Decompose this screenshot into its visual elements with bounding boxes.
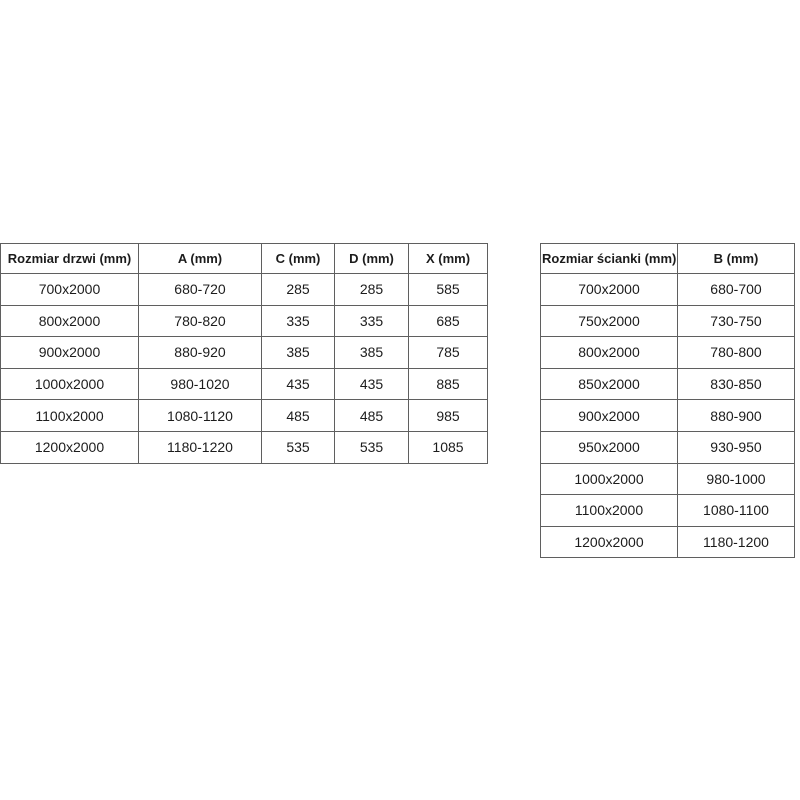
table-cell: 1180-1220 <box>139 431 262 463</box>
table-cell: 785 <box>409 337 488 369</box>
table-cell: 1200x2000 <box>1 431 139 463</box>
table-cell: 930-950 <box>678 431 795 463</box>
table-cell: 780-820 <box>139 305 262 337</box>
table-row <box>1 305 488 337</box>
table-cell: 1000x2000 <box>541 463 678 495</box>
table-cell: 485 <box>335 400 409 432</box>
table-cell: 900x2000 <box>1 337 139 369</box>
column-header: C (mm) <box>262 244 335 274</box>
table-cell: 1080-1100 <box>678 495 795 527</box>
table-cell: 985 <box>409 400 488 432</box>
table-row <box>1 431 488 463</box>
column-header: X (mm) <box>409 244 488 274</box>
table-cell: 730-750 <box>678 305 795 337</box>
table-row <box>541 495 795 527</box>
table-cell: 900x2000 <box>541 400 678 432</box>
table-cell: 335 <box>335 305 409 337</box>
table-cell: 535 <box>335 431 409 463</box>
table-cell: 750x2000 <box>541 305 678 337</box>
table-cell: 1080-1120 <box>139 400 262 432</box>
table-row <box>541 463 795 495</box>
table-row <box>1 400 488 432</box>
table-cell: 950x2000 <box>541 431 678 463</box>
table-cell: 800x2000 <box>541 337 678 369</box>
table-cell: 980-1000 <box>678 463 795 495</box>
table-row <box>1 337 488 369</box>
table-row <box>541 305 795 337</box>
column-header: Rozmiar drzwi (mm) <box>1 244 139 274</box>
table-row <box>541 431 795 463</box>
table-cell: 1100x2000 <box>1 400 139 432</box>
column-header: Rozmiar ścianki (mm) <box>541 244 678 274</box>
table-cell: 285 <box>335 274 409 306</box>
column-header: A (mm) <box>139 244 262 274</box>
table-cell: 585 <box>409 274 488 306</box>
column-header: D (mm) <box>335 244 409 274</box>
table-cell: 435 <box>262 368 335 400</box>
table-cell: 535 <box>262 431 335 463</box>
table-cell: 700x2000 <box>541 274 678 306</box>
table-row <box>541 400 795 432</box>
table-cell: 880-920 <box>139 337 262 369</box>
table-cell: 1200x2000 <box>541 526 678 558</box>
table-cell: 1100x2000 <box>541 495 678 527</box>
table-cell: 685 <box>409 305 488 337</box>
table-cell: 1180-1200 <box>678 526 795 558</box>
table-row <box>541 526 795 558</box>
table-row <box>541 368 795 400</box>
table-cell: 800x2000 <box>1 305 139 337</box>
table-cell: 680-720 <box>139 274 262 306</box>
table-cell: 1085 <box>409 431 488 463</box>
table-cell: 285 <box>262 274 335 306</box>
table-cell: 680-700 <box>678 274 795 306</box>
table-row <box>541 274 795 306</box>
table-cell: 880-900 <box>678 400 795 432</box>
header-row <box>541 244 795 274</box>
wall-sizes-table <box>540 243 795 558</box>
table-row <box>1 274 488 306</box>
table-row <box>541 337 795 369</box>
table-cell: 780-800 <box>678 337 795 369</box>
table-row <box>1 368 488 400</box>
table-cell: 885 <box>409 368 488 400</box>
table-cell: 830-850 <box>678 368 795 400</box>
table-cell: 700x2000 <box>1 274 139 306</box>
header-row <box>1 244 488 274</box>
table-cell: 385 <box>335 337 409 369</box>
door-sizes-table <box>0 243 488 464</box>
table-cell: 850x2000 <box>541 368 678 400</box>
table-cell: 435 <box>335 368 409 400</box>
table-cell: 385 <box>262 337 335 369</box>
column-header: B (mm) <box>678 244 795 274</box>
table-cell: 485 <box>262 400 335 432</box>
table-cell: 980-1020 <box>139 368 262 400</box>
table-cell: 335 <box>262 305 335 337</box>
table-cell: 1000x2000 <box>1 368 139 400</box>
